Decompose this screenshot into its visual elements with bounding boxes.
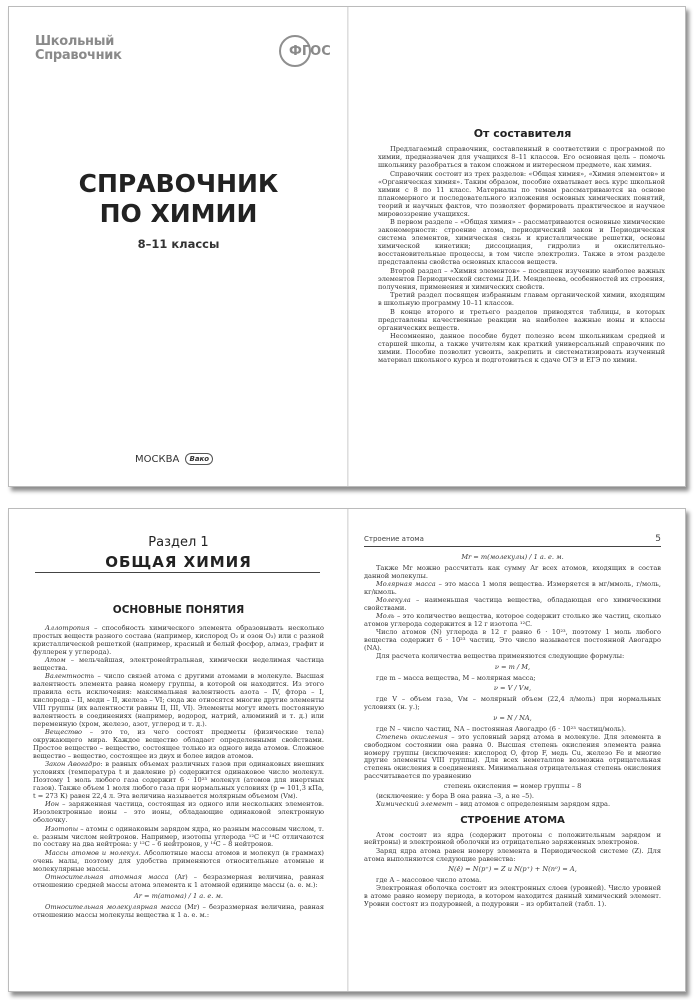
series-line-1: Школьный	[35, 34, 115, 49]
definition-text: – способность химического элемента образовывать несколько простых веществ разного состава (например, кислород O₂ и озон O₃) или с разной кристаллической решеткой (например, красный и белый фосфор, алмаз, графит и фуллерен у углерода).	[33, 624, 324, 656]
paragraph	[364, 597, 661, 613]
author-paragraph: Третий раздел посвящен избранным главам органической химии, входящим в школьную программу 10–11 классов.	[378, 291, 665, 307]
author-text	[378, 145, 665, 365]
definition-term: Атом	[45, 656, 66, 665]
concepts-text	[33, 625, 324, 920]
definition-term: Относительная молекулярная масса	[45, 902, 182, 911]
author-paragraph: Справочник состоит из трех разделов: «Общая химия», «Химия элементов» и «Органическая химия». Таким образом, пособие охватывает весь курс школьной химии с 8 по 11 класс. Материалы по темам рассматриваются на основе планомерного и последовательного изложения основных химических понятий, теорий и научных фактов, что позволяет формировать практическое и научное мировоззрение учащихся.	[378, 169, 665, 218]
author-paragraph: Несомненно, данное пособие будет полезно всем школьникам средней и старшей школы, а также учителям как краткий универсальный справочник по химии. Пособие позволит усвоить, закрепить и систематизировать изученный материал школьного курса и подготовиться к сдаче ОГЭ и ЕГЭ по химии.	[378, 332, 665, 364]
definition-text: : в равных объемах различных газов при одинаковых внешних условиях (температура t и давление p) содержится одинаковое число молекул. Поэтому 1 моль любого газа содержит 6 · 10²³ молекул (атомов для инертных газов). Также объем 1 моля любого газа при нормальных условиях (p = 101,3 кПа, t = 273 К) равен 22,4 л. Эта величина называется молярным объемом (Vм).	[33, 760, 324, 801]
formula-nu-volume: ν = V / Vм,	[493, 684, 532, 693]
paragraph: где m – масса вещества, M – молярная масса;	[376, 673, 536, 682]
publisher	[135, 453, 213, 465]
definition-term: Валентность	[45, 672, 95, 681]
definition-text: – заряженная частица, состоящая из одного или нескольких элементов. Изоэлектронные ионы – это ионы, обладающие одинаковой электронную оболочку.	[33, 800, 324, 825]
publisher-city: МОСКВА	[135, 454, 180, 465]
definition	[33, 729, 324, 761]
definition	[33, 801, 324, 825]
cover-title-line-1: СПРАВОЧНИК	[78, 169, 279, 198]
definition-term: Моль	[376, 612, 395, 621]
definition	[33, 625, 324, 657]
content-text	[364, 551, 661, 909]
paragraph	[364, 801, 661, 809]
formula-nu-particles: ν = N / NA,	[493, 713, 532, 722]
section-number: Раздел 1	[148, 535, 209, 550]
author-page	[348, 7, 687, 486]
series-line-2: Справочник	[35, 48, 122, 63]
formula-mr: Mr = m(молекулы) / 1 а. е. м.	[461, 553, 564, 561]
definition-text: (Mr) – безразмерная величина, равная отношению массы молекулы вещества к 1 а. е. м.:	[33, 902, 324, 919]
running-rule	[364, 546, 661, 547]
formula-nu-mass: ν = m / M,	[494, 662, 531, 671]
page-number: 5	[655, 534, 661, 544]
author-paragraph: В конце второго и третьего разделов приводятся таблицы, в которых представлены качественные реакции на наиболее важные ионы и классы органических веществ.	[378, 307, 665, 332]
author-paragraph: Второй раздел – «Химия элементов» – посвящен изучению наиболее важных элементов Периодической системы Д.И. Менделеева, особенностей их строения, получения, применения и химических свойств.	[378, 266, 665, 291]
definition-term: Изотопы	[45, 824, 79, 833]
running-title: Строение атома	[364, 535, 424, 543]
definition-text: (Ar) – безразмерная величина, равная отношению средней массы атома элемента к 1 атомной единице массы (а. е. м.):	[33, 873, 324, 889]
paragraph: Заряд ядра атома равен номеру элемента в Периодической системе (Z). Для атома выполняются следующие равенства:	[364, 846, 661, 863]
paragraph: Электронная оболочка состоит из электронных слоев (уровней). Число уровней в атоме равно номеру периода, в котором находится данный химический элемент. Уровни состоят из подуровней, а подуровни – из орбиталей (табл. 1).	[364, 884, 661, 908]
definition-text: – это условный заряд атома в молекуле. Для элемента в свободном состоянии она равна 0. Высшая степень окисления элемента равна номеру группы (исключения: кислород O, фтор F, медь Cu, железо Fe и многие другие элементы VIII группы). Для всех неметаллов возможна отрицательная степень окисления в соединениях. Минимальная отрицательная степень окисления рассчитывается по уравнению	[364, 732, 661, 780]
definition	[33, 657, 324, 673]
bottom-spread	[8, 508, 686, 992]
definition	[33, 826, 324, 850]
cover-grades: 8–11 классы	[137, 237, 220, 251]
fgos-label: ФГОС	[289, 44, 331, 59]
definition	[33, 673, 324, 728]
publisher-logo: Вако	[185, 453, 213, 465]
paragraph	[364, 581, 661, 597]
definition-term: Молярная масса	[376, 579, 436, 588]
paragraph: где N – число частиц, NA – постоянная Авогадро (6 · 10²³ частиц/моль).	[376, 724, 627, 733]
paragraph: Для расчета количества вещества применяются следующие формулы:	[376, 652, 625, 661]
subsection-title-atom: СТРОЕНИЕ АТОМА	[460, 814, 565, 826]
definition-text: – это то, из чего состоят предметы (физические тела) окружающего мира. Каждое вещество обладает определенными свойствами. Простое вещество – вещество, состоящее только из одного вида атомов. Сложное вещество – вещество, состоящее из двух и более видов атомов.	[33, 728, 324, 760]
running-head	[364, 535, 661, 545]
section-page	[9, 509, 348, 991]
paragraph	[364, 613, 661, 629]
definition-text: – это количество вещества, которое содержит столько же частиц, сколько атомов углерода содержится в 12 г изотопа ¹²C.	[364, 612, 661, 628]
fgos-badge	[279, 35, 339, 69]
paragraph: где A – массовое число атома.	[376, 876, 482, 885]
definition-text: – это масса 1 моля вещества. Измеряется в мг/ммоль, г/моль, кг/кмоль.	[364, 579, 661, 596]
author-heading: От составителя	[473, 127, 572, 140]
definition-term: Ион	[45, 800, 60, 809]
paragraph: Число атомов (N) углерода в 12 г равно 6 · 10²³, поэтому 1 моль любого вещества содержит 6 · 10²³ частиц. Это число называется постоянной Авогадро (NA).	[364, 628, 661, 652]
definition	[33, 874, 324, 890]
paragraph: Также Mr можно рассчитать как сумму Ar всех атомов, входящих в состав данной молекулы.	[364, 563, 661, 580]
cover-title	[9, 169, 348, 229]
definition	[33, 850, 324, 874]
definition	[33, 904, 324, 920]
definition-text: – наименьшая частица вещества, обладающая его химическими свойствами.	[364, 595, 661, 612]
definition-text: – мельчайшая, электронейтральная, химически неделимая частица вещества.	[33, 656, 324, 673]
definition-term: Химический элемент	[376, 799, 453, 808]
paragraph: где V – объем газа, Vм – молярный объем (22,4 л/моль) при нормальных условиях (н. у.);	[364, 695, 661, 712]
formula-oxidation: степень окисления = номер группы – 8	[443, 781, 582, 790]
definition	[33, 761, 324, 801]
cover-title-line-2: ПО ХИМИИ	[99, 199, 258, 228]
definition-text: . Абсолютные массы атомов и молекул (в граммах) очень малы, поэтому для удобства применяются относительные атомные и молекулярные массы.	[33, 848, 324, 873]
section-rule	[35, 572, 320, 573]
definition-text: – число связей атома с другими атомами в молекуле. Высшая валентность элемента равна номеру группы, в которой он находится. Из этого правила есть исключения: максимальная валентность азота – IV, фтора – I, кислорода – II, меди – II, железа – VI; сюда же относятся многие другие элементы VIII группы (их валентности равны II, III, VI). Элементы могут иметь постоянную валентность в соединениях (например, водород, натрий, алюминий и т. д.) или переменную (хром, железо, азот, углерод и т. д.).	[33, 672, 324, 728]
paragraph: (исключение: у бора B она равна –3, а не –5).	[376, 791, 535, 800]
paragraph	[364, 734, 661, 781]
top-spread	[8, 6, 686, 487]
definition-text: – атомы с одинаковым зарядом ядра, но разным массовым числом, т. е. разным числом нейтронов. Например, изотопы углерода ¹²C и ¹⁴C отличаются по составу на два нейтрона: у ¹²C – 6 нейтронов, у ¹⁴C – 8 нейтронов.	[33, 824, 324, 849]
definition-term: Массы атомов и молекул	[45, 848, 139, 857]
series-logo	[35, 35, 122, 63]
author-paragraph: Предлагаемый справочник, составленный в соответствии с программой по химии, предназначен для учащихся 8–11 классов. Его основная цель – помочь школьнику разобраться в таком сложном и интересном предмете, как химия.	[378, 145, 665, 169]
definition-term: Закон Авогадро	[45, 760, 101, 769]
content-page	[348, 509, 687, 991]
definition-text: – вид атомов с определенным зарядом ядра.	[452, 799, 611, 808]
cover-page	[9, 7, 348, 486]
definition-term: Молекула	[376, 595, 411, 604]
author-paragraph: В первом разделе – «Общая химия» – рассматриваются основные химические закономерности: строение атома, периодический закон и Периодическая система элементов, химическая связь и кристаллические решетки, основы химической кинетики; диссоциация, гидролиз и окислительно-восстановительные процессы, в том числе электролиз. Также в этом разделе представлены свойства основных классов веществ.	[378, 218, 665, 266]
subsection-title-concepts: ОСНОВНЫЕ ПОНЯТИЯ	[112, 604, 245, 616]
paragraph: Атом состоит из ядра (содержит протоны с положительным зарядом и нейтроны) и электронной оболочки из отрицательно заряженных электронов.	[364, 830, 661, 847]
definition-term: Относительная атомная масса	[45, 873, 169, 882]
formula-ar: Ar = m(атома) / 1 а. е. м.	[133, 891, 224, 900]
section-title: ОБЩАЯ ХИМИЯ	[105, 553, 252, 571]
definition-term: Вещество	[45, 728, 83, 737]
formula-nuclear: N(ē) = N(p⁺) = Z и N(p⁺) + N(n⁰) = A,	[448, 865, 577, 874]
definition-term: Степень окисления	[376, 732, 448, 741]
definition-term: Аллотропия	[45, 624, 90, 632]
